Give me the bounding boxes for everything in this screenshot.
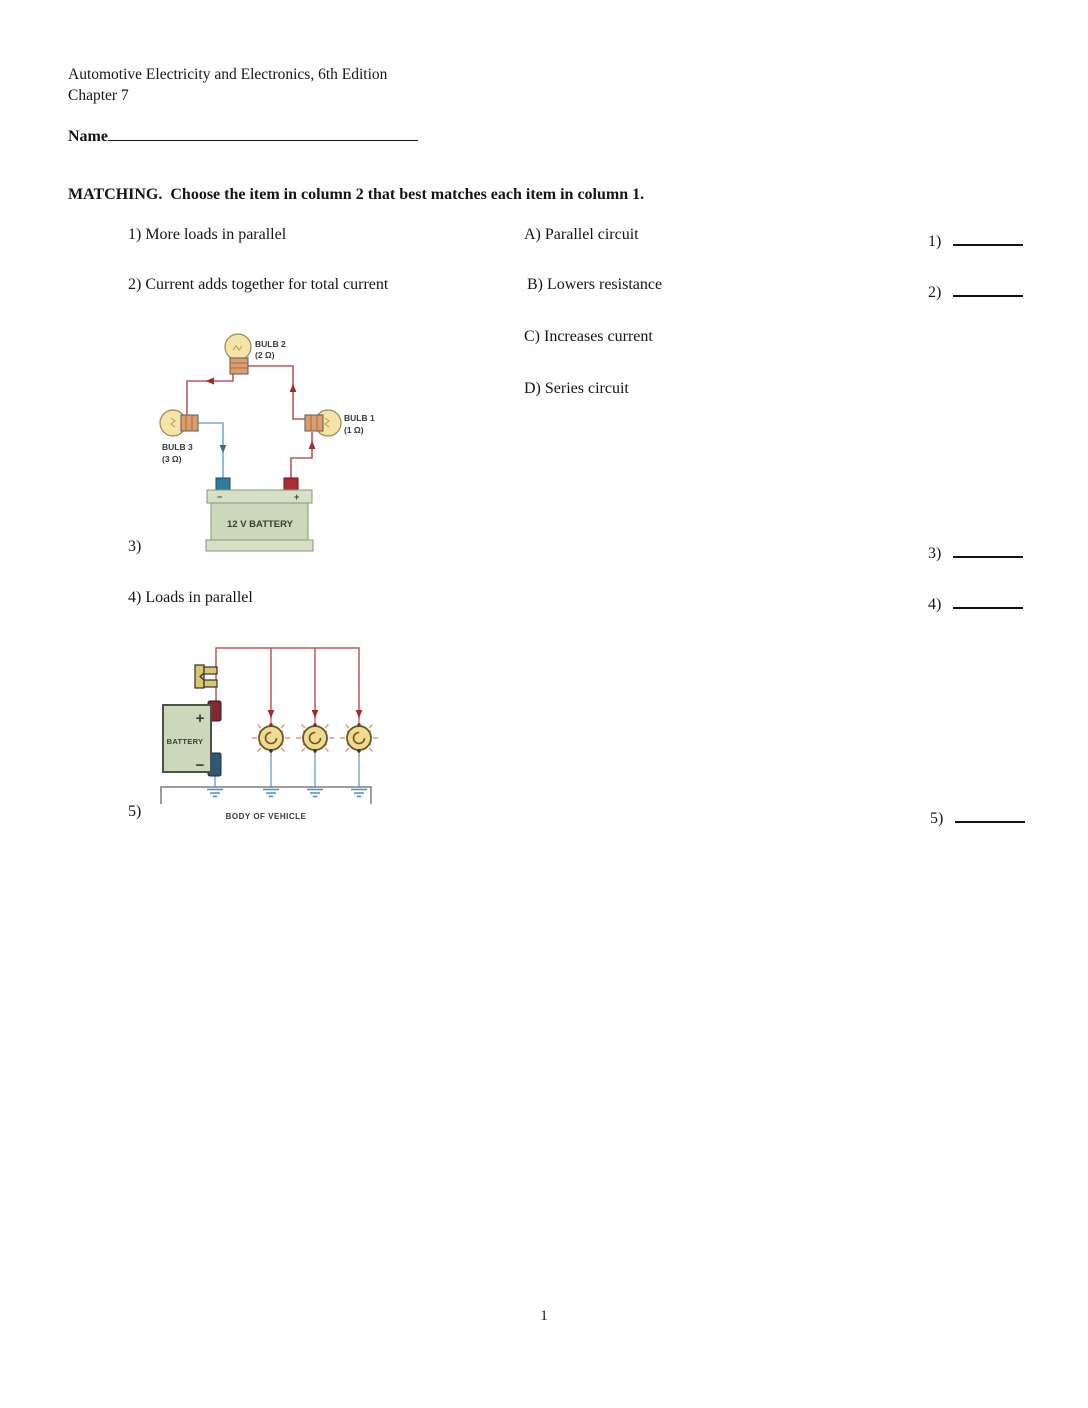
glowing-bulb-1 xyxy=(252,719,290,757)
minus-sign: − xyxy=(195,757,205,774)
answer-row-4 xyxy=(928,589,1023,614)
wire-node xyxy=(357,749,360,752)
battery-label: BATTERY xyxy=(166,737,204,746)
answer-blank-5[interactable] xyxy=(955,803,1025,823)
answer-row-3 xyxy=(928,538,1023,563)
body-of-vehicle xyxy=(161,787,371,821)
wire-node xyxy=(313,749,316,752)
wire-node xyxy=(357,723,360,726)
option-c xyxy=(524,328,653,346)
ground-icon xyxy=(351,790,367,797)
match-item-1 xyxy=(128,226,286,244)
current-arrow-left-icon xyxy=(206,378,215,385)
item-number: 3) xyxy=(128,538,142,555)
item-text: Loads in parallel xyxy=(145,589,253,606)
option-letter: C) xyxy=(524,328,540,345)
plus-sign: + xyxy=(294,492,300,502)
body-label: BODY OF VEHICLE xyxy=(225,812,307,821)
item-text: More loads in parallel xyxy=(145,226,287,243)
glowing-bulb-2 xyxy=(296,719,334,757)
series-circuit-diagram xyxy=(150,326,430,558)
current-arrow-down-icon xyxy=(268,710,275,718)
answer-blank-4[interactable] xyxy=(953,589,1023,609)
battery xyxy=(163,701,221,776)
document-header xyxy=(68,64,387,106)
bulb-socket-icon xyxy=(305,415,323,431)
bulb-icon xyxy=(303,726,327,750)
option-letter: A) xyxy=(524,226,541,243)
fuse-icon xyxy=(195,665,217,688)
match-item-2 xyxy=(128,276,388,294)
bulb2-ohms: (2 Ω) xyxy=(255,350,275,360)
answer-number: 4) xyxy=(928,596,942,613)
current-arrow-down-icon xyxy=(356,710,363,718)
bulb3-label: BULB 3 xyxy=(162,442,193,452)
wire-node xyxy=(269,723,272,726)
current-arrow-up-icon xyxy=(290,384,297,392)
doc-chapter: Chapter 7 xyxy=(68,87,129,104)
item-number: 1) xyxy=(128,226,142,243)
option-letter: D) xyxy=(524,380,541,397)
bulb1-ohms: (1 Ω) xyxy=(344,425,364,435)
name-row xyxy=(68,122,418,146)
option-text: Lowers resistance xyxy=(547,276,663,293)
wire-battery-positive-to-bulb1 xyxy=(291,432,312,479)
answer-number: 1) xyxy=(928,233,942,250)
name-input-line[interactable] xyxy=(108,122,418,141)
ground-icon xyxy=(207,790,223,797)
battery-base xyxy=(206,540,313,551)
doc-title: Automotive Electricity and Electronics, 6th Edition xyxy=(68,66,388,83)
answer-row-2 xyxy=(928,277,1023,302)
option-letter: B) xyxy=(527,276,543,293)
ground-icons xyxy=(207,790,367,797)
ground-icon xyxy=(263,790,279,797)
answer-blank-2[interactable] xyxy=(953,277,1023,297)
plus-sign: + xyxy=(195,710,205,727)
match-item-3 xyxy=(128,538,141,556)
bulb-icon xyxy=(259,726,283,750)
battery-12v xyxy=(206,478,313,551)
wire-node xyxy=(313,723,316,726)
bulb2-label: BULB 2 xyxy=(255,339,286,349)
answer-number: 2) xyxy=(928,284,942,301)
answer-row-1 xyxy=(928,226,1023,251)
option-d xyxy=(524,380,629,398)
option-a xyxy=(524,226,639,244)
answer-number: 3) xyxy=(928,545,942,562)
match-item-5 xyxy=(128,803,141,821)
bulb-2 xyxy=(225,334,286,374)
item-number: 2) xyxy=(128,276,142,293)
wire-node xyxy=(269,749,272,752)
wire-bulb3-to-battery-negative xyxy=(198,423,223,479)
parallel-circuit-diagram xyxy=(153,637,383,832)
ground-icon xyxy=(307,790,323,797)
bulb-socket-icon xyxy=(230,358,248,374)
option-text: Increases current xyxy=(544,328,653,345)
name-label: Name xyxy=(68,128,108,145)
option-b xyxy=(527,276,662,294)
bulb-3 xyxy=(160,410,198,464)
answer-blank-3[interactable] xyxy=(953,538,1023,558)
match-item-4 xyxy=(128,589,253,607)
current-arrow-down-icon xyxy=(312,710,319,718)
minus-sign: − xyxy=(217,492,223,502)
item-number: 4) xyxy=(128,589,142,606)
answer-row-5 xyxy=(930,803,1025,828)
current-arrow-down-icon xyxy=(220,445,227,453)
item-text: Current adds together for total current xyxy=(145,276,389,293)
bulb-glass-icon xyxy=(225,334,251,360)
battery-label: 12 V BATTERY xyxy=(227,519,293,530)
page-number: 1 xyxy=(540,1308,548,1324)
bulb-icon xyxy=(347,726,371,750)
bulb3-ohms: (3 Ω) xyxy=(162,454,182,464)
item-number: 5) xyxy=(128,803,142,820)
option-text: Parallel circuit xyxy=(544,226,639,243)
glowing-bulb-3 xyxy=(340,719,378,757)
bulb-socket-icon xyxy=(181,415,198,431)
option-text: Series circuit xyxy=(544,380,629,397)
bulb1-label: BULB 1 xyxy=(344,413,375,423)
wire-feed-main xyxy=(216,648,359,724)
wire-bulb1-to-bulb2 xyxy=(248,366,305,419)
current-arrow-up-icon xyxy=(309,441,316,449)
answer-blank-1[interactable] xyxy=(953,226,1023,246)
answer-number: 5) xyxy=(930,810,944,827)
bulb-1 xyxy=(305,410,375,436)
matching-heading: MATCHING. Choose the item in column 2 that best matches each item in column 1. xyxy=(68,186,645,203)
